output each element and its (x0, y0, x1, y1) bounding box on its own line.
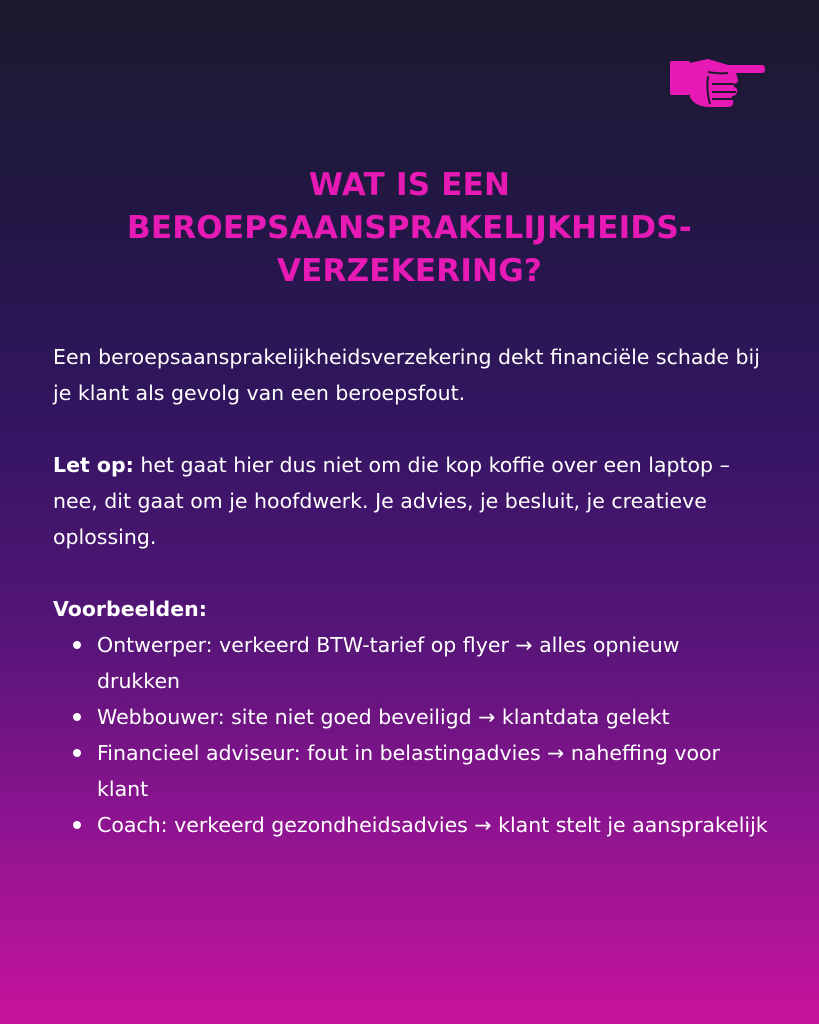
pointing-hand-icon (668, 54, 766, 110)
note-paragraph (53, 447, 768, 555)
list-item (97, 627, 768, 699)
intro-paragraph: Een beroepsaansprakelijkheidsverzekering dekt financiële schade bij je klant als gevolg van een beroepsfout. (53, 345, 760, 405)
note-text: het gaat hier dus niet om die kop koffie over een laptop – nee, dit gaat om je hoofdwerk. Je advies, je besluit, je creatieve oplossing. (53, 453, 730, 549)
examples-list (53, 627, 768, 843)
title-line: VERZEKERING? (276, 253, 543, 289)
list-item (97, 735, 768, 807)
bullet-icon (73, 821, 81, 829)
examples-heading: Voorbeelden: (53, 597, 207, 621)
page-title (40, 164, 779, 293)
title-line: WAT IS EEN (308, 167, 511, 203)
bullet-icon (73, 641, 81, 649)
list-item (97, 807, 768, 843)
list-item (97, 699, 768, 735)
bullet-icon (73, 749, 81, 757)
list-item-text: Webbouwer: site niet goed beveiligd → klantdata gelekt (97, 705, 670, 729)
note-label: Let op: (53, 453, 134, 477)
list-item-text: Financieel adviseur: fout in belastingadvies → naheffing voor klant (97, 741, 720, 801)
title-line: BEROEPSAANSPRAKELIJKHEIDS- (127, 210, 692, 246)
bullet-icon (73, 713, 81, 721)
list-item-text: Ontwerper: verkeerd BTW-tarief op flyer → alles opnieuw drukken (97, 633, 680, 693)
list-item-text: Coach: verkeerd gezondheidsadvies → klant stelt je aansprakelijk (97, 813, 768, 837)
content-body (53, 339, 768, 843)
